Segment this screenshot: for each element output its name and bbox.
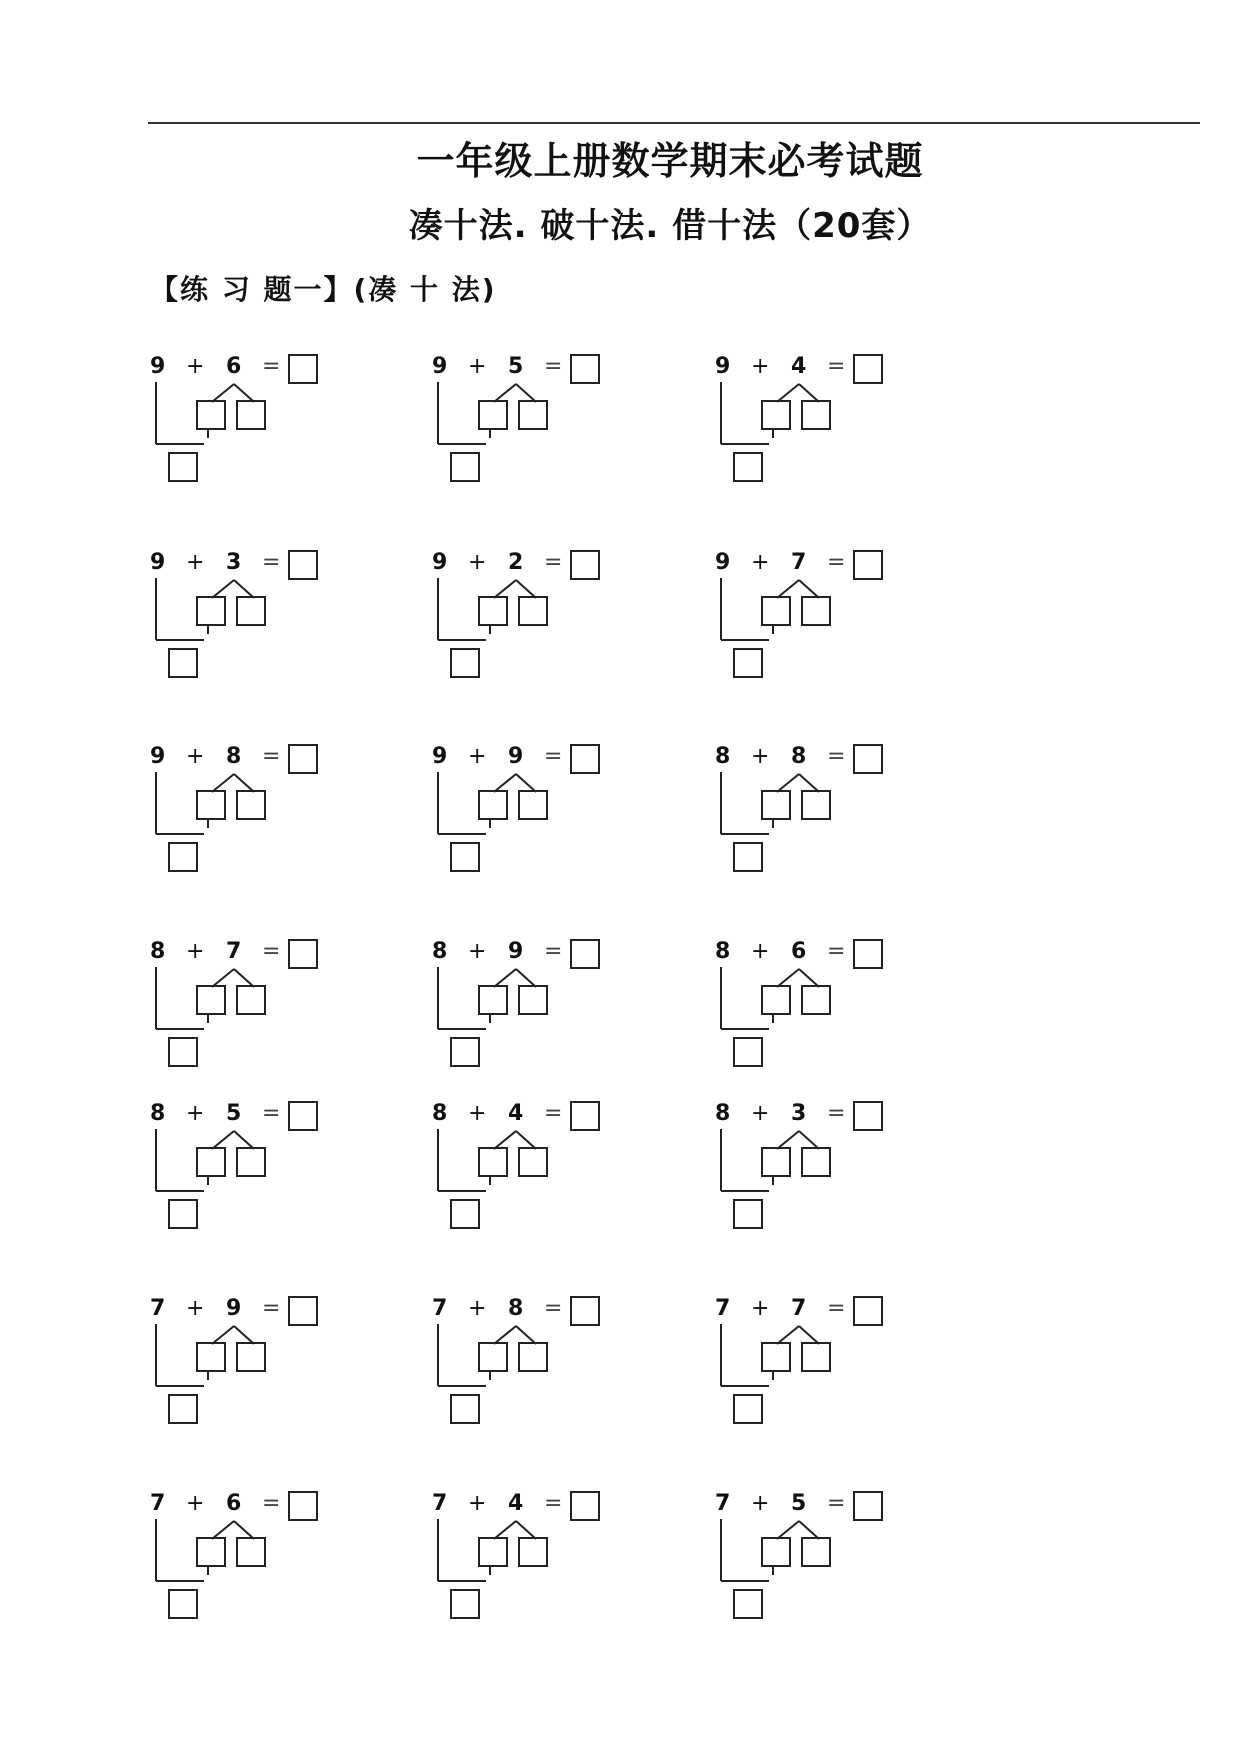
equals-sign: = <box>544 550 563 575</box>
first-addend: 9 <box>432 354 448 379</box>
equals-sign: = <box>544 1101 563 1126</box>
connector-line <box>516 1131 536 1149</box>
equals-sign: = <box>827 1296 846 1321</box>
equals-sign: = <box>262 1101 281 1126</box>
math-problem <box>150 939 340 1079</box>
first-addend: 8 <box>150 939 166 964</box>
second-addend: 8 <box>508 1296 524 1321</box>
math-problem <box>715 1296 905 1436</box>
plus-sign: + <box>751 1296 770 1321</box>
plus-sign: + <box>468 1101 487 1126</box>
math-problem <box>432 939 622 1079</box>
plus-sign: + <box>468 354 487 379</box>
connector-line <box>777 1521 799 1539</box>
decomposition-lines <box>432 550 622 690</box>
math-problem <box>150 550 340 690</box>
connector-line <box>234 969 254 987</box>
connector-line <box>516 1521 536 1539</box>
first-addend: 9 <box>150 354 166 379</box>
math-problem <box>150 1491 340 1631</box>
decomposition-lines <box>715 354 905 494</box>
equals-sign: = <box>262 550 281 575</box>
first-addend: 8 <box>715 1101 731 1126</box>
second-addend: 3 <box>226 550 242 575</box>
plus-sign: + <box>468 550 487 575</box>
decomposition-lines <box>432 1296 622 1436</box>
equals-sign: = <box>827 939 846 964</box>
connector-line <box>799 774 819 792</box>
connector-line <box>234 384 254 402</box>
equals-sign: = <box>544 1491 563 1516</box>
first-addend: 8 <box>715 744 731 769</box>
math-problem <box>432 1101 622 1241</box>
decomposition-lines <box>715 550 905 690</box>
first-addend: 9 <box>715 354 731 379</box>
second-addend: 5 <box>508 354 524 379</box>
math-problem <box>150 354 340 494</box>
second-addend: 6 <box>226 354 242 379</box>
second-addend: 5 <box>226 1101 242 1126</box>
equals-sign: = <box>827 550 846 575</box>
equals-sign: = <box>262 354 281 379</box>
connector-line <box>212 1326 234 1344</box>
equals-sign: = <box>544 354 563 379</box>
connector-line <box>777 774 799 792</box>
first-addend: 9 <box>150 550 166 575</box>
connector-line <box>516 1326 536 1344</box>
connector-line <box>234 1131 254 1149</box>
first-addend: 8 <box>432 939 448 964</box>
plus-sign: + <box>186 354 205 379</box>
math-problem <box>715 939 905 1079</box>
plus-sign: + <box>751 1491 770 1516</box>
first-addend: 8 <box>432 1101 448 1126</box>
connector-line <box>777 1131 799 1149</box>
decomposition-lines <box>715 1296 905 1436</box>
plus-sign: + <box>186 550 205 575</box>
equals-sign: = <box>827 1491 846 1516</box>
plus-sign: + <box>186 1491 205 1516</box>
connector-line <box>494 1521 516 1539</box>
connector-line <box>494 580 516 598</box>
math-problem <box>715 550 905 690</box>
decomposition-lines <box>150 939 340 1079</box>
connector-line <box>799 1521 819 1539</box>
decomposition-lines <box>150 1296 340 1436</box>
equals-sign: = <box>262 1296 281 1321</box>
connector-line <box>234 774 254 792</box>
decomposition-lines <box>150 744 340 884</box>
math-problem <box>432 550 622 690</box>
plus-sign: + <box>186 744 205 769</box>
equals-sign: = <box>262 744 281 769</box>
connector-line <box>799 969 819 987</box>
plus-sign: + <box>751 939 770 964</box>
decomposition-lines <box>715 1101 905 1241</box>
math-problem <box>715 744 905 884</box>
decomposition-lines <box>432 354 622 494</box>
decomposition-lines <box>432 1101 622 1241</box>
second-addend: 7 <box>791 1296 807 1321</box>
connector-line <box>212 1131 234 1149</box>
second-addend: 6 <box>226 1491 242 1516</box>
second-addend: 2 <box>508 550 524 575</box>
equals-sign: = <box>544 744 563 769</box>
equals-sign: = <box>262 939 281 964</box>
second-addend: 9 <box>508 744 524 769</box>
second-addend: 8 <box>226 744 242 769</box>
decomposition-lines <box>432 744 622 884</box>
connector-line <box>799 580 819 598</box>
connector-line <box>516 969 536 987</box>
first-addend: 9 <box>432 744 448 769</box>
plus-sign: + <box>186 1101 205 1126</box>
decomposition-lines <box>150 550 340 690</box>
equals-sign: = <box>262 1491 281 1516</box>
equals-sign: = <box>827 1101 846 1126</box>
connector-line <box>212 774 234 792</box>
section-heading: 【练 习 题一】(凑 十 法) <box>150 273 497 306</box>
plus-sign: + <box>751 550 770 575</box>
plus-sign: + <box>751 354 770 379</box>
second-addend: 6 <box>791 939 807 964</box>
second-addend: 3 <box>791 1101 807 1126</box>
first-addend: 9 <box>715 550 731 575</box>
math-problem <box>432 1296 622 1436</box>
connector-line <box>777 1326 799 1344</box>
second-addend: 4 <box>508 1491 524 1516</box>
plus-sign: + <box>186 1296 205 1321</box>
connector-line <box>516 384 536 402</box>
plus-sign: + <box>186 939 205 964</box>
first-addend: 7 <box>432 1296 448 1321</box>
first-addend: 7 <box>150 1491 166 1516</box>
connector-line <box>494 1326 516 1344</box>
decomposition-lines <box>150 1101 340 1241</box>
connector-line <box>799 1131 819 1149</box>
second-addend: 4 <box>508 1101 524 1126</box>
first-addend: 7 <box>715 1491 731 1516</box>
first-addend: 7 <box>715 1296 731 1321</box>
math-problem <box>150 1296 340 1436</box>
equals-sign: = <box>544 1296 563 1321</box>
plus-sign: + <box>751 1101 770 1126</box>
decomposition-lines <box>432 1491 622 1631</box>
connector-line <box>494 1131 516 1149</box>
plus-sign: + <box>468 1491 487 1516</box>
plus-sign: + <box>468 939 487 964</box>
decomposition-lines <box>150 1491 340 1631</box>
page-title: 一年级上册数学期末必考试题 <box>416 139 924 183</box>
connector-line <box>234 580 254 598</box>
connector-line <box>234 1521 254 1539</box>
first-addend: 8 <box>150 1101 166 1126</box>
connector-line <box>212 384 234 402</box>
second-addend: 8 <box>791 744 807 769</box>
connector-line <box>494 384 516 402</box>
math-problem <box>715 1101 905 1241</box>
decomposition-lines <box>150 354 340 494</box>
math-problem <box>432 744 622 884</box>
first-addend: 8 <box>715 939 731 964</box>
second-addend: 4 <box>791 354 807 379</box>
plus-sign: + <box>468 744 487 769</box>
first-addend: 7 <box>150 1296 166 1321</box>
math-problem <box>432 354 622 494</box>
equals-sign: = <box>827 744 846 769</box>
connector-line <box>234 1326 254 1344</box>
second-addend: 7 <box>226 939 242 964</box>
equals-sign: = <box>544 939 563 964</box>
connector-line <box>494 969 516 987</box>
decomposition-lines <box>715 939 905 1079</box>
connector-line <box>212 1521 234 1539</box>
connector-line <box>777 580 799 598</box>
second-addend: 5 <box>791 1491 807 1516</box>
equals-sign: = <box>827 354 846 379</box>
second-addend: 9 <box>508 939 524 964</box>
connector-line <box>777 969 799 987</box>
plus-sign: + <box>751 744 770 769</box>
connector-line <box>212 580 234 598</box>
connector-line <box>799 1326 819 1344</box>
first-addend: 7 <box>432 1491 448 1516</box>
first-addend: 9 <box>432 550 448 575</box>
connector-line <box>494 774 516 792</box>
decomposition-lines <box>432 939 622 1079</box>
math-problem <box>432 1491 622 1631</box>
connector-line <box>212 969 234 987</box>
decomposition-lines <box>715 1491 905 1631</box>
connector-line <box>516 580 536 598</box>
math-problem <box>715 1491 905 1631</box>
math-problem <box>150 744 340 884</box>
first-addend: 9 <box>150 744 166 769</box>
second-addend: 9 <box>226 1296 242 1321</box>
plus-sign: + <box>468 1296 487 1321</box>
connector-line <box>799 384 819 402</box>
math-problem <box>150 1101 340 1241</box>
page-subtitle: 凑十法. 破十法. 借十法（20套） <box>408 206 932 246</box>
connector-line <box>777 384 799 402</box>
second-addend: 7 <box>791 550 807 575</box>
connector-line <box>516 774 536 792</box>
math-problem <box>715 354 905 494</box>
decomposition-lines <box>715 744 905 884</box>
